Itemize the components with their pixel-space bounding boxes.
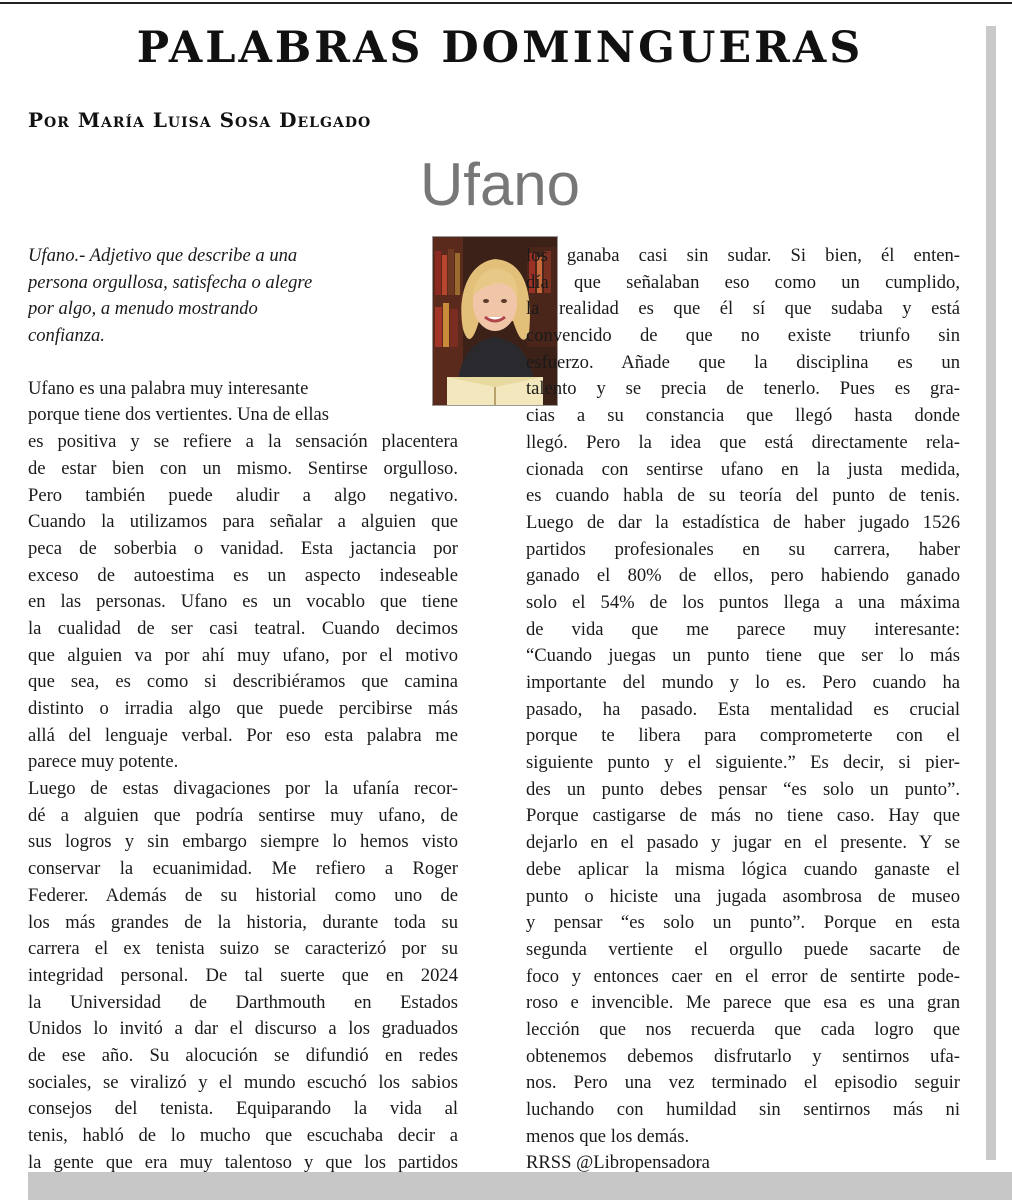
body-line: parece muy potente. xyxy=(28,751,179,773)
body-line: esfuerzo. Añade que la disciplina es un xyxy=(526,351,960,373)
social-handle: RRSS @Libropensadora xyxy=(526,1152,710,1174)
body-line: siguiente punto y el siguiente.” Es decir, si pier- xyxy=(526,752,960,774)
body-line: Cuando la utilizamos para señalar a alguien que xyxy=(28,511,458,533)
body-line: distinto o irradia algo que puede percibirse más xyxy=(28,698,458,719)
body-line: carrera el ex tenista suizo se caracterizó por su xyxy=(28,938,458,960)
body-line: conservar la ecuanimidad. Me refiero a Roger xyxy=(28,858,458,880)
column-title: PALABRAS DOMINGUERAS xyxy=(136,23,864,73)
body-line: que sea, es como si describiéramos que camina xyxy=(28,671,458,693)
body-line: partidos profesionales en su carrera, haber xyxy=(526,538,960,560)
body-line: que alguien va por ahí muy ufano, por el motivo xyxy=(28,644,458,666)
body-line: la cualidad de ser casi teatral. Cuando decimos xyxy=(28,617,458,639)
body-line: llegó. Pero la idea que está directamente rela- xyxy=(526,431,960,453)
body-line: pasado, ha pasado. Esta mentalidad es crucial xyxy=(526,698,960,720)
body-line: los más grandes de la historia, durante toda su xyxy=(28,911,458,933)
body-line: en las personas. Ufano es un vocablo que tiene xyxy=(28,591,458,613)
body-line: día que señalaban eso como un cumplido, xyxy=(526,271,960,293)
body-line: peca de soberbia o vanidad. Esta jactancia por xyxy=(28,537,458,559)
body-line: “Cuando juegas un punto tiene que ser lo más xyxy=(526,645,960,667)
body-line: la Universidad de Darthmouth en Estados xyxy=(28,991,458,1013)
author-byline: Por María Luisa Sosa Delgado xyxy=(28,108,372,132)
body-line: y pensar “es solo un punto”. Porque en esta xyxy=(526,912,960,934)
body-line: de vida que me parece muy interesante: xyxy=(526,618,960,640)
body-line: Porque castigarse de más no tiene caso. Hay que xyxy=(526,805,960,827)
body-line: obtenemos debemos disfrutarlo y sentirnos ufa- xyxy=(526,1045,960,1067)
body-line: luchando con humildad sin sentirnos más ni xyxy=(526,1099,960,1120)
body-line: debe aplicar la misma lógica cuando ganaste el xyxy=(526,858,960,880)
body-line: de ese año. Su alocución se difundió en redes xyxy=(28,1044,458,1066)
body-line: importante del mundo y lo es. Pero cuando ha xyxy=(526,672,960,693)
body-line: punto o hiciste una jugada asombrosa de museo xyxy=(526,885,960,907)
body-line: dé a alguien que podría sentirse muy ufano, de xyxy=(28,804,458,826)
body-line: talento y se precia de tenerlo. Pues es gra- xyxy=(526,378,960,400)
body-line: Federer. Además de su historial como uno de xyxy=(28,884,458,906)
definition-line: confianza. xyxy=(28,325,105,347)
definition-line: por algo, a menudo mostrando xyxy=(28,298,258,320)
body-line: exceso de autoestima es un aspecto indeseable xyxy=(28,564,458,586)
body-line: foco y entonces caer en el error de sentirte pode- xyxy=(526,965,960,987)
body-line: integridad personal. De tal suerte que en 2024 xyxy=(28,964,458,986)
body-line: tenis, habló de lo mucho que escuchaba decir a xyxy=(28,1125,458,1146)
body-line: sus logros y sin embargo siempre lo hemos visto xyxy=(28,831,458,853)
body-line: allá del lenguaje verbal. Por eso esta palabra me xyxy=(28,724,458,746)
body-line: Luego de estas divagaciones por la ufanía recor- xyxy=(28,778,458,800)
body-line: consejos del tenista. Equiparando la vida al xyxy=(28,1098,458,1120)
body-line: solo el 54% de los puntos llega a una máxima xyxy=(526,591,960,613)
body-line: sociales, se viralizó y el mundo escuchó los sabios xyxy=(28,1071,458,1093)
article-headline: Ufano xyxy=(419,151,581,218)
body-line: es positiva y se refiere a la sensación placentera xyxy=(28,431,458,453)
body-line: es cuando habla de su teoría del punto de tenis. xyxy=(526,485,960,507)
body-line: menos que los demás. xyxy=(526,1125,690,1147)
body-line: Ufano es una palabra muy interesante xyxy=(28,377,309,399)
right-column xyxy=(526,243,960,1177)
body-line: cionada con sentirse ufano en la justa medida, xyxy=(526,458,960,480)
body-line: ganado el 80% de ellos, pero habiendo ganado xyxy=(526,565,960,587)
body-line: convencido de que no existe triunfo sin xyxy=(526,325,960,347)
page-edge-bar xyxy=(986,26,996,1160)
article-body-left xyxy=(28,376,458,1177)
body-line: segunda vertiente el orgullo puede sacarte de xyxy=(526,938,960,960)
body-line: des un punto debes pensar “es solo un punto”. xyxy=(526,778,960,800)
body-line: los ganaba casi sin sudar. Si bien, él enten- xyxy=(526,245,960,266)
body-line: porque te libera para comprometerte con el xyxy=(526,725,960,747)
body-line: la gente que era muy talentoso y que los partidos xyxy=(28,1151,458,1173)
definition-line: Ufano.- Adjetivo que describe a una xyxy=(28,245,298,266)
top-rule xyxy=(0,2,1012,4)
body-line: cias a su constancia que llegó hasta donde xyxy=(526,405,960,427)
paragraph-gap xyxy=(28,350,458,376)
body-line: porque tiene dos vertientes. Una de ellas xyxy=(28,404,330,426)
body-line: dejarlo en el pasado y jugar en el presente. Y se xyxy=(526,832,960,854)
body-line: Pero también puede aludir a algo negativo. xyxy=(28,484,458,506)
body-line: nos. Pero una vez terminado el episodio seguir xyxy=(526,1072,960,1094)
body-line: roso e invencible. Me parece que esa es una gran xyxy=(526,992,960,1014)
body-line: de estar bien con un mismo. Sentirse orgulloso. xyxy=(28,457,458,479)
definition xyxy=(28,243,458,350)
body-line: la realidad es que él sí que sudaba y está xyxy=(526,298,960,320)
body-line: Unidos lo invitó a dar el discurso a los graduados xyxy=(28,1018,458,1040)
body-line: lección que nos recuerda que cada logro que xyxy=(526,1018,960,1040)
definition-line: persona orgullosa, satisfecha o alegre xyxy=(28,271,313,293)
body-line: Luego de dar la estadística de haber jugado 1526 xyxy=(526,511,960,533)
left-column xyxy=(28,243,458,1176)
